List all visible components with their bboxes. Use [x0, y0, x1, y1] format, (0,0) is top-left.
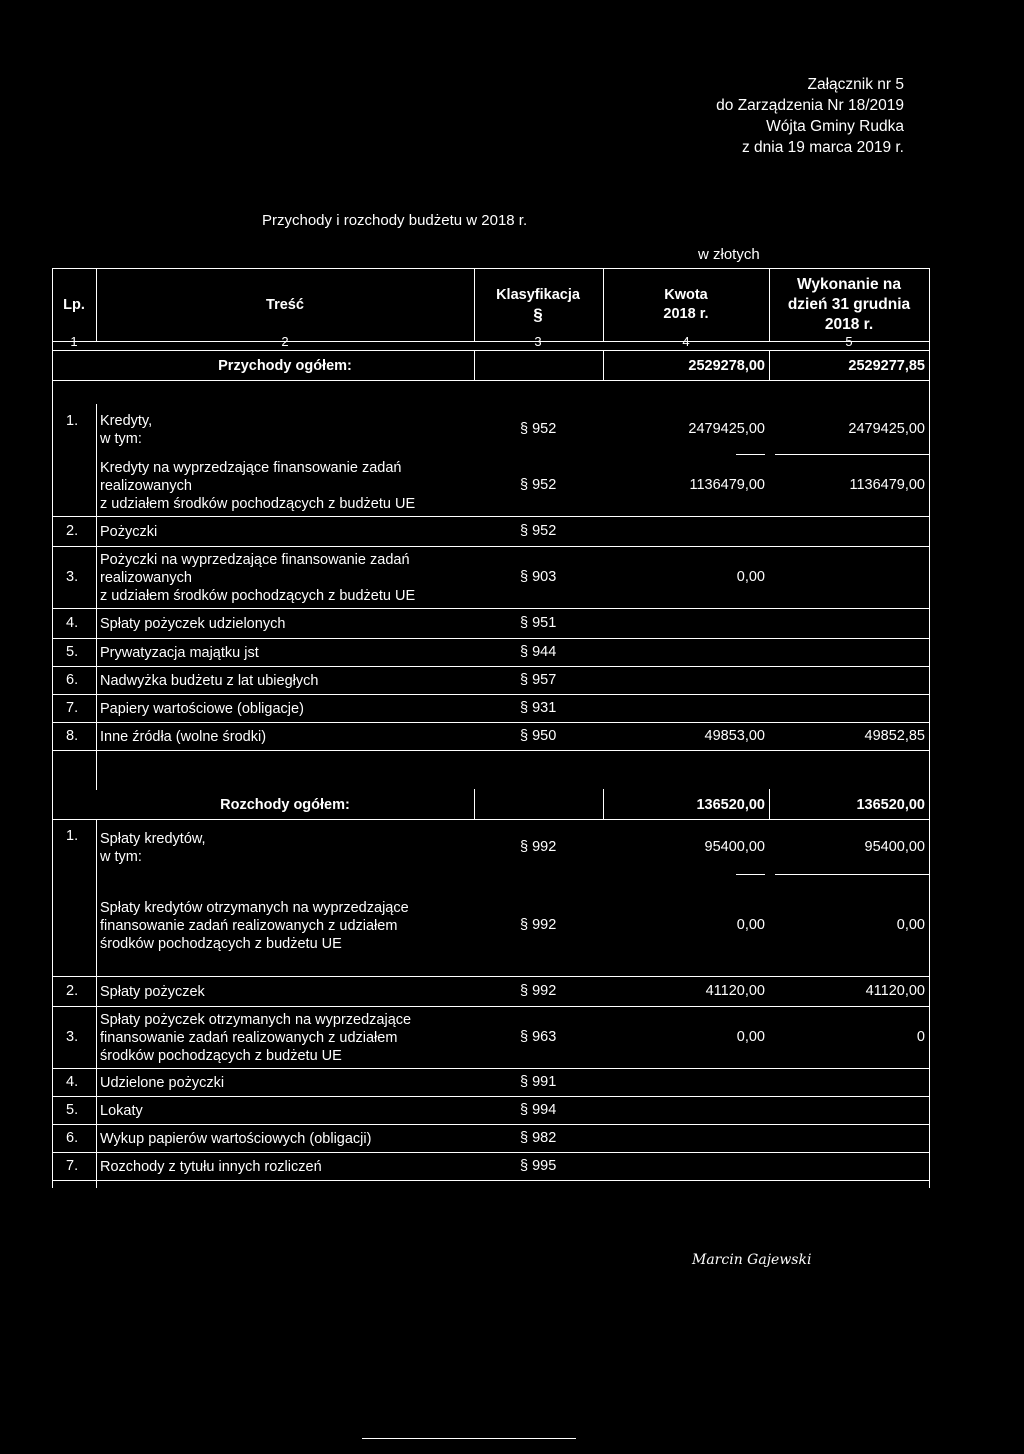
table-rule-v	[929, 350, 930, 790]
row-description: Rozchody z tytułu innych rozliczeń	[100, 1159, 322, 1175]
col-klasyfikacja-header: Klasyfikacja	[496, 287, 580, 303]
table-rule-h	[52, 1180, 929, 1181]
row-description: Pożyczki	[100, 524, 158, 540]
row-kwota: 0,00	[736, 1029, 765, 1045]
rozchody-summary-wykonanie: 136520,00	[856, 797, 925, 813]
row-description: w tym:	[100, 848, 142, 865]
table-rule-v	[603, 789, 604, 819]
row-description: z udziałem środków pochodzących z budżetu UE	[100, 496, 416, 512]
row-kwota: 2479425,00	[688, 421, 765, 437]
przychody-summary-label: Przychody ogółem:	[218, 358, 352, 374]
row-description: z udziałem środków pochodzących z budżetu UE	[100, 588, 416, 604]
col-kwota-year: 2018 r.	[663, 306, 709, 322]
table-rule-h	[52, 638, 929, 639]
row-kwota: 1136479,00	[689, 477, 765, 493]
row-wykonanie: 41120,00	[865, 983, 925, 999]
col-wykonanie-header: Wykonanie na	[797, 276, 901, 293]
row-lp: 6.	[66, 1130, 79, 1146]
row-paragraph: § 952	[520, 477, 557, 493]
przychody-summary-wykonanie: 2529277,85	[848, 358, 925, 374]
row-kwota: 95400,00	[704, 838, 765, 855]
table-rule-v	[474, 350, 475, 380]
table-rule-v	[603, 350, 604, 380]
row-description: Wykup papierów wartościowych (obligacji)	[100, 1131, 372, 1147]
row-kwota: 0,00	[736, 569, 765, 585]
table-rule-v	[769, 350, 770, 380]
row-description: Udzielone pożyczki	[100, 1075, 225, 1091]
row-paragraph: § 957	[520, 672, 557, 688]
table-rule-h	[52, 1006, 929, 1007]
row-paragraph: § 952	[520, 523, 557, 539]
table-rule-v	[52, 350, 53, 790]
row-paragraph: § 903	[520, 569, 557, 585]
col-kwota-header: Kwota	[664, 287, 708, 303]
table-rule-h	[52, 722, 929, 723]
col-number: 3	[534, 334, 542, 349]
col-lp-header: Lp.	[63, 297, 85, 313]
row-paragraph: § 950	[520, 728, 557, 744]
table-rule-h	[775, 454, 929, 455]
row-description: Pożyczki na wyprzedzające finansowanie zadań	[100, 552, 410, 568]
row-description: finansowanie zadań realizowanych z udziałem	[100, 918, 398, 934]
row-paragraph: § 995	[520, 1158, 557, 1174]
row-lp: 2.	[66, 983, 79, 999]
row-wykonanie: 1136479,00	[849, 477, 925, 493]
table-rule-h	[736, 874, 765, 875]
col-klasyfikacja-sign: §	[533, 305, 543, 324]
row-wykonanie: 0,00	[896, 917, 925, 933]
row-wykonanie: 0	[916, 1029, 925, 1045]
table-rule-h	[775, 874, 929, 875]
table-rule-v	[52, 789, 53, 1188]
row-lp: 1.	[66, 828, 79, 844]
page-title: Przychody i rozchody budżetu w 2018 r.	[262, 212, 528, 229]
row-paragraph: § 951	[520, 615, 557, 631]
row-paragraph: § 991	[520, 1074, 557, 1090]
row-description: w tym:	[100, 431, 142, 447]
row-description: Prywatyzacja majątku jst	[100, 645, 259, 661]
table-rule-v	[474, 789, 475, 819]
row-description: Spłaty kredytów,	[100, 830, 206, 847]
row-paragraph: § 992	[520, 838, 557, 855]
col-tresc-header: Treść	[266, 297, 304, 313]
col-number: 2	[281, 334, 289, 349]
row-wykonanie: 49852,85	[864, 728, 925, 744]
table-rule-h	[52, 608, 929, 609]
table-rule-h	[52, 976, 929, 977]
row-kwota: 41120,00	[705, 983, 765, 999]
row-lp: 1.	[66, 413, 79, 429]
header-line-4: z dnia 19 marca 2019 r.	[742, 139, 904, 156]
przychody-summary-kwota: 2529278,00	[688, 358, 765, 374]
row-description: Spłaty pożyczek udzielonych	[100, 616, 286, 632]
row-wykonanie: 2479425,00	[848, 421, 925, 437]
table-rule-h	[52, 819, 929, 820]
row-kwota: 0,00	[736, 917, 765, 933]
row-paragraph: § 992	[520, 917, 557, 933]
row-description: Lokaty	[100, 1103, 143, 1119]
table-rule-h	[52, 750, 929, 751]
row-lp: 7.	[66, 1158, 79, 1174]
row-paragraph: § 944	[520, 644, 557, 660]
row-description: Nadwyżka budżetu z lat ubiegłych	[100, 673, 319, 689]
row-description: finansowanie zadań realizowanych z udziałem	[100, 1030, 398, 1046]
row-paragraph: § 982	[520, 1130, 557, 1146]
row-description: Spłaty pożyczek	[100, 984, 205, 1000]
row-description: Kredyty na wyprzedzające finansowanie zadań	[100, 460, 402, 476]
row-kwota: 49853,00	[704, 728, 765, 744]
col-number: 5	[845, 334, 853, 349]
row-paragraph: § 992	[520, 983, 557, 999]
table-rule-h	[52, 380, 929, 381]
row-lp: 5.	[66, 644, 79, 660]
col-number: 4	[682, 334, 690, 349]
row-paragraph: § 994	[520, 1102, 557, 1118]
row-lp: 3.	[66, 569, 79, 585]
row-lp: 2.	[66, 523, 79, 539]
table-rule-h	[52, 1068, 929, 1069]
row-paragraph: § 963	[520, 1029, 557, 1045]
rozchody-summary-kwota: 136520,00	[696, 797, 765, 813]
col-number: 1	[70, 334, 78, 349]
table-rule-h	[52, 268, 929, 269]
row-description: Kredyty,	[100, 413, 153, 429]
row-lp: 5.	[66, 1102, 79, 1118]
table-rule-h	[52, 1124, 929, 1125]
row-description: Inne źródła (wolne środki)	[100, 729, 267, 745]
row-description: środków pochodzących z budżetu UE	[100, 936, 342, 952]
col-wykonanie-year: 2018 r.	[824, 316, 874, 333]
row-description: Spłaty kredytów otrzymanych na wyprzedzające	[100, 900, 409, 916]
table-rule-h	[52, 666, 929, 667]
row-lp: 4.	[66, 1074, 79, 1090]
row-wykonanie: 95400,00	[864, 838, 925, 855]
table-rule-v	[929, 789, 930, 1188]
row-paragraph: § 931	[520, 700, 557, 716]
row-description: realizowanych	[100, 478, 192, 494]
footer-rule	[362, 1438, 576, 1439]
table-rule-h	[52, 516, 929, 517]
rozchody-summary-label: Rozchody ogółem:	[220, 797, 350, 813]
row-description: realizowanych	[100, 570, 192, 586]
row-lp: 4.	[66, 615, 79, 631]
currency-unit: w złotych	[698, 246, 760, 263]
header-line-2: do Zarządzenia Nr 18/2019	[716, 97, 904, 114]
table-rule-h	[52, 1096, 929, 1097]
header-line-3: Wójta Gminy Rudka	[766, 118, 904, 135]
signature: Marcin Gajewski	[692, 1252, 812, 1268]
table-rule-h	[52, 1152, 929, 1153]
attachment-header	[716, 74, 904, 158]
row-description: Spłaty pożyczek otrzymanych na wyprzedzające	[100, 1012, 412, 1028]
row-description: środków pochodzących z budżetu UE	[100, 1048, 342, 1064]
col-wykonanie-date: dzień 31 grudnia	[787, 296, 911, 313]
table-rule-h	[52, 694, 929, 695]
row-lp: 7.	[66, 700, 79, 716]
table-rule-h	[736, 454, 765, 455]
table-rule-h	[52, 546, 929, 547]
row-lp: 6.	[66, 672, 79, 688]
row-lp: 8.	[66, 728, 79, 744]
table-rule-v	[96, 819, 97, 1188]
table-rule-v	[474, 268, 475, 341]
header-line-1: Załącznik nr 5	[807, 76, 904, 93]
row-description: Papiery wartościowe (obligacje)	[100, 701, 304, 717]
row-lp: 3.	[66, 1029, 79, 1045]
table-rule-v	[96, 404, 97, 790]
table-rule-v	[769, 789, 770, 819]
row-paragraph: § 952	[520, 421, 557, 437]
